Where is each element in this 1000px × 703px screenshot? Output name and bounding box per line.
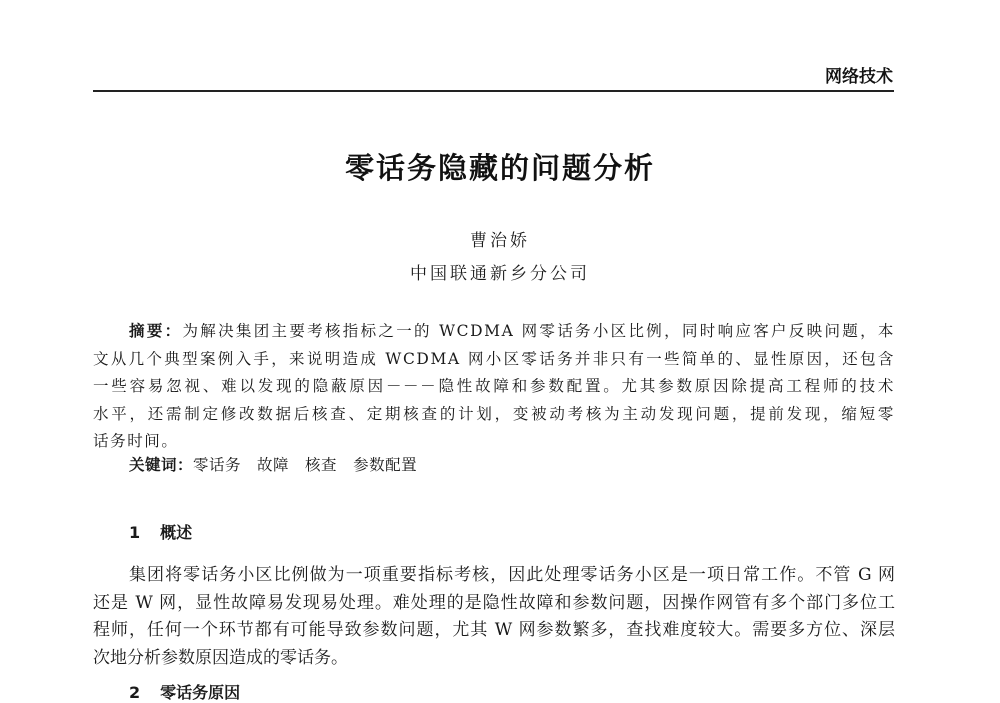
keyword: 故障	[257, 456, 290, 474]
section-title: 概述	[160, 523, 193, 542]
article-affiliation: 中国联通新乡分公司	[410, 264, 590, 284]
journal-section-tag: 网络技术	[825, 67, 893, 87]
body-line: 还是 W 网，显性故障易发现易处理。难处理的是隐性故障和参数问题，因操作网管有多个部门多位工	[93, 592, 895, 613]
abstract-line: 文从几个典型案例入手，来说明造成 WCDMA 网小区零话务并非只有一些简单的、显性原因，还包含	[93, 349, 895, 368]
section-heading-1	[129, 520, 192, 543]
abstract-line: 话务时间。	[93, 432, 179, 450]
section-1-body	[93, 562, 895, 672]
keywords-label: 关键词：	[129, 456, 194, 474]
article-author: 曹治娇	[470, 231, 530, 251]
body-line: 次地分析参数原因造成的零话务。	[93, 647, 348, 668]
abstract-line: 水平，还需制定修改数据后核查、定期核查的计划，变被动考核为主动发现问题，提前发现，缩短零	[93, 404, 895, 423]
abstract-line	[93, 318, 895, 346]
keyword: 零话务	[193, 456, 242, 474]
body-line: 集团将零话务小区比例做为一项重要指标考核，因此处理零话务小区是一项日常工作。不管 G 网	[129, 565, 895, 585]
keyword: 核查	[305, 456, 338, 474]
keywords	[129, 453, 433, 475]
section-title: 零话务原因	[160, 683, 241, 702]
abstract	[93, 318, 895, 456]
section-number: 2	[129, 683, 141, 702]
abstract-line: 一些容易忽视、难以发现的隐蔽原因－－－隐性故障和参数配置。尤其参数原因除提高工程师的技术	[93, 377, 895, 395]
abstract-text: 为解决集团主要考核指标之一的 WCDMA 网零话务小区比例，同时响应客户反映问题，本	[182, 322, 895, 340]
keyword: 参数配置	[353, 456, 418, 474]
header-rule	[93, 90, 894, 92]
section-heading-2	[129, 680, 240, 703]
article-title: 零话务隐藏的问题分析	[344, 151, 655, 185]
abstract-label: 摘要：	[129, 322, 183, 340]
section-number: 1	[129, 523, 141, 542]
body-line: 程师，任何一个环节都有可能导致参数问题，尤其 W 网参数繁多，查找难度较大。需要多方位、深层	[93, 620, 895, 640]
